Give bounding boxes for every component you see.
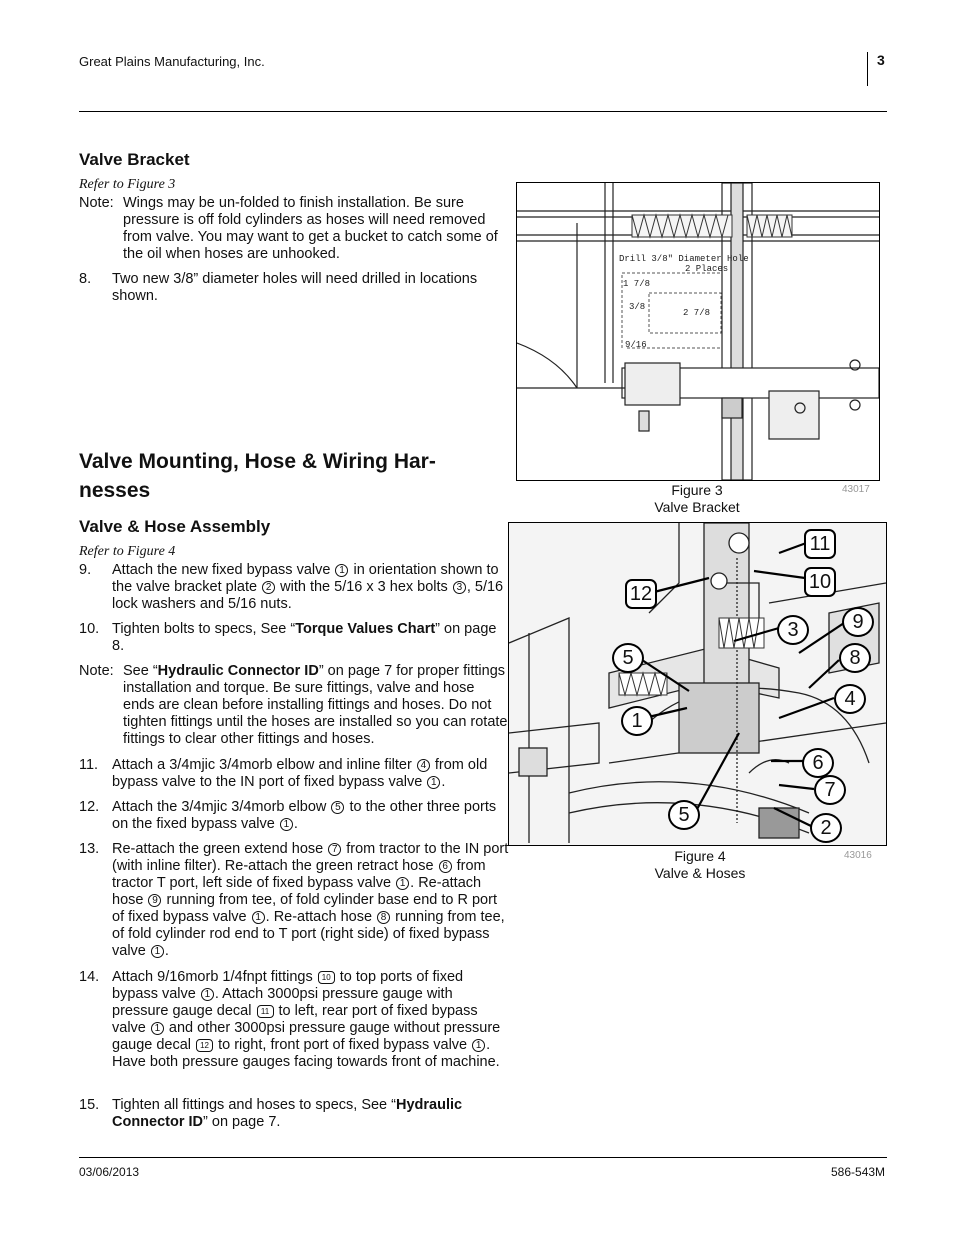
callout-ref: 1 xyxy=(151,1022,164,1035)
cross-reference: Torque Values Chart xyxy=(295,621,436,637)
page-number: 3 xyxy=(877,52,885,68)
callout-ref: 10 xyxy=(318,971,335,984)
valve-bracket-drawing xyxy=(517,183,879,480)
note-text: Wings may be un-folded to finish installation. Be sure pressure is off fold cylinders as hoses will need removed from valve. You may want to get a bucket to catch some of the oil when hoses are unhooked. xyxy=(123,195,498,262)
callout-5-bottom: 5 xyxy=(668,800,700,830)
note-label: Note: xyxy=(79,195,114,211)
title-line-1: Valve Mounting, Hose & Wiring Har- xyxy=(79,450,436,473)
callout-ref: 5 xyxy=(331,801,344,814)
callout-ref: 1 xyxy=(427,776,440,789)
note-block xyxy=(79,195,509,263)
dim-label-1: 1 7/8 xyxy=(623,279,651,289)
step-number: 10. xyxy=(79,621,100,637)
note-text: See “Hydraulic Connector ID” on page 7 for proper fittings installation and torque. Be sure fittings, valve and hose ends are clean before installing fittings and hoses. Do not tighten fittings until the hoses are installed so you can rotate fittings to clear other fittings and hoses. xyxy=(123,663,508,747)
figure-4-image xyxy=(508,522,887,846)
step-number: 11. xyxy=(79,757,99,773)
figure-4-number: Figure 4 xyxy=(674,848,726,864)
callout-ref: 2 xyxy=(262,581,275,594)
callout-3: 3 xyxy=(777,615,809,645)
callout-ref: 12 xyxy=(196,1039,213,1052)
dim-label-2: 3/8 xyxy=(629,302,646,312)
step-11 xyxy=(79,757,509,791)
callout-ref: 6 xyxy=(439,860,452,873)
figure-4-title: Valve & Hoses xyxy=(654,865,746,881)
step-number: 8. xyxy=(79,271,92,287)
figure-reference: Refer to Figure 3 xyxy=(79,177,176,192)
step-number: 14. xyxy=(79,969,100,985)
step-number: 15. xyxy=(79,1097,100,1113)
callout-ref: 1 xyxy=(201,988,214,1001)
step-10 xyxy=(79,621,509,655)
callout-ref: 3 xyxy=(453,581,466,594)
step-9 xyxy=(79,562,509,613)
callout-7: 7 xyxy=(814,775,846,805)
step-13 xyxy=(79,841,509,960)
figure-3-caption xyxy=(620,482,774,516)
step-text: Attach 9/16morb 1/4fnpt fittings 10 to top ports of fixed bypass valve 1 . Attach 3000psi pressure gauge with pressure gauge decal 11 to left, rear port of fixed bypass valve 1 and other 3000psi pressure gauge without pressure gauge decal 12 to right, front port of fixed bypass valve 1 . Have both pressure gauges facing towards front of machine. xyxy=(112,969,501,1070)
figure-3-image xyxy=(516,182,880,481)
footer-doc-number: 586-543M xyxy=(831,1165,886,1179)
callout-ref: 11 xyxy=(257,1005,274,1018)
callout-5-top: 5 xyxy=(612,643,644,673)
step-text: Attach the new fixed bypass valve 1 in orientation shown to the valve bracket plate 2 with the 5/16 x 3 hex bolts 3 , 5/16 lock washers and 5/16 nuts. xyxy=(112,562,504,612)
step-text: Tighten bolts to specs, See “Torque Values Chart” on page 8. xyxy=(112,621,497,654)
step-number: 13. xyxy=(79,841,100,857)
dim-label-3: 2 7/8 xyxy=(683,308,711,318)
callout-2: 2 xyxy=(810,813,842,843)
section-title-valve-mounting xyxy=(79,447,479,505)
dim-label-places: 2 Places xyxy=(685,264,729,274)
cross-reference: Hydraulic Connector ID xyxy=(112,1097,463,1130)
callout-ref: 1 xyxy=(252,911,265,924)
subsection-title-valve-hose: Valve & Hose Assembly xyxy=(79,517,271,536)
callout-ref: 1 xyxy=(472,1039,485,1052)
step-text: Attach a 3/4mjic 3/4morb elbow and inline filter 4 from old bypass valve to the IN port of fixed bypass valve 1 . xyxy=(112,757,488,790)
callout-ref: 1 xyxy=(280,818,293,831)
step-15 xyxy=(79,1097,509,1131)
step-text: Two new 3/8” diameter holes will need drilled in locations shown. xyxy=(112,271,478,304)
figure-4-id: 43016 xyxy=(844,850,872,861)
dim-label-drill: Drill 3/8" Diameter Hole xyxy=(619,254,749,264)
figure-3-id: 43017 xyxy=(842,484,870,495)
callout-ref: 1 xyxy=(335,564,348,577)
dim-label-4: 9/16 xyxy=(625,340,647,350)
figure-4-caption xyxy=(620,848,780,882)
callout-10: 10 xyxy=(804,567,836,597)
footer-rule xyxy=(79,1157,887,1158)
callout-8: 8 xyxy=(839,643,871,673)
figure-3-number: Figure 3 xyxy=(671,482,723,498)
callout-ref: 8 xyxy=(377,911,390,924)
step-12 xyxy=(79,799,509,833)
callout-1: 1 xyxy=(621,706,653,736)
step-text: Re-attach the green extend hose 7 from tractor to the IN port (with inline filter). Re-attach the green retract hose 6 from tractor T port, left side of fixed bypass valve 1 . Re-attach hose 9 running from tee, of fold cylinder base end to R port of fixed bypass valve 1 . Re-attach hose 8 running from tee, of fold cylinder rod end to T port (right side) of fixed bypass valve 1 . xyxy=(112,841,509,959)
step-text: Tighten all fittings and hoses to specs, See “Hydraulic Connector ID” on page 7. xyxy=(112,1097,463,1130)
cross-reference: Hydraulic Connector ID xyxy=(157,663,319,679)
note-label: Note: xyxy=(79,663,114,679)
step-8 xyxy=(79,271,509,305)
header-rule xyxy=(79,111,887,112)
section-title-valve-bracket: Valve Bracket xyxy=(79,150,190,169)
callout-12: 12 xyxy=(625,579,657,609)
figure-3-title: Valve Bracket xyxy=(654,499,740,515)
callout-6: 6 xyxy=(802,748,834,778)
step-number: 9. xyxy=(79,562,92,578)
callout-ref: 9 xyxy=(148,894,161,907)
step-14 xyxy=(79,969,509,1071)
header-company: Great Plains Manufacturing, Inc. xyxy=(79,54,265,69)
callout-ref: 7 xyxy=(328,843,341,856)
note-block xyxy=(79,663,509,748)
footer-date: 03/06/2013 xyxy=(79,1165,140,1179)
callout-9: 9 xyxy=(842,607,874,637)
callout-4: 4 xyxy=(834,684,866,714)
callout-ref: 4 xyxy=(417,759,430,772)
callout-ref: 1 xyxy=(151,945,164,958)
figure-reference: Refer to Figure 4 xyxy=(79,544,176,559)
step-text: Attach the 3/4mjic 3/4morb elbow 5 to the other three ports on the fixed bypass valve 1 . xyxy=(112,799,497,832)
callout-ref: 1 xyxy=(396,877,409,890)
title-line-2: nesses xyxy=(79,479,151,502)
step-number: 12. xyxy=(79,799,100,815)
header-divider xyxy=(867,52,868,86)
callout-11: 11 xyxy=(804,529,836,559)
